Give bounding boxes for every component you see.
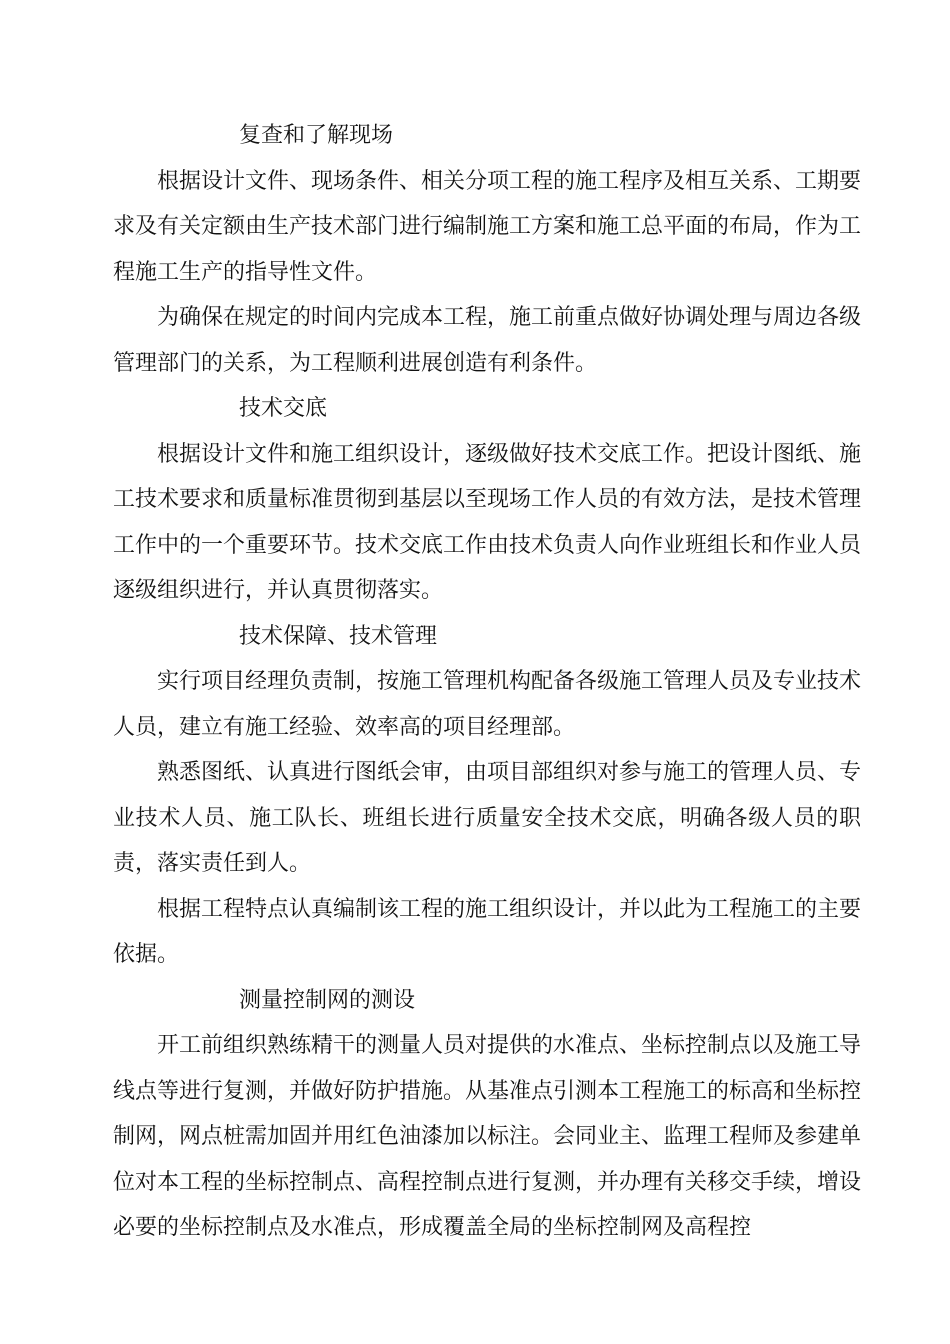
section-heading: 技术保障、技术管理: [239, 623, 438, 649]
paragraph: 根据工程特点认真编制该工程的施工组织设计，并以此为工程施工的主要依据。: [113, 896, 862, 967]
paragraph: 开工前组织熟练精干的测量人员对提供的水准点、坐标控制点以及施工导线点等进行复测，并做好防护措施。从基准点引测本工程施工的标高和坐标控制网，网点桩需加固并用红色油漆加以标注。会同业主、监理工程师及参建单位对本工程的坐标控制点、高程控制点进行复测，并办理有关移交手续，增设必要的坐标控制点及水准点，形成覆盖全局的坐标控制网及高程控: [113, 1033, 862, 1240]
paragraph: 根据设计文件和施工组织设计，逐级做好技术交底工作。把设计图纸、施工技术要求和质量标准贯彻到基层以至现场工作人员的有效方法，是技术管理工作中的一个重要环节。技术交底工作由技术负责人向作业班组长和作业人员逐级组织进行，并认真贯彻落实。: [113, 441, 862, 603]
section-heading: 测量控制网的测设: [239, 987, 416, 1013]
paragraph: 实行项目经理负责制，按施工管理机构配备各级施工管理人员及专业技术人员，建立有施工经验、效率高的项目经理部。: [113, 669, 862, 740]
document-body: [113, 113, 861, 1251]
section-heading: 复查和了解现场: [239, 123, 394, 148]
paragraph: 为确保在规定的时间内完成本工程，施工前重点做好协调处理与周边各级管理部门的关系，为工程顺利进展创造有利条件。: [113, 305, 862, 376]
section-heading: 技术交底: [239, 396, 328, 421]
paragraph: 根据设计文件、现场条件、相关分项工程的施工程序及相互关系、工期要求及有关定额由生产技术部门进行编制施工方案和施工总平面的布局，作为工程施工生产的指导性文件。: [113, 168, 862, 285]
paragraph: 熟悉图纸、认真进行图纸会审，由项目部组织对参与施工的管理人员、专业技术人员、施工队长、班组长进行质量安全技术交底，明确各级人员的职责，落实责任到人。: [113, 760, 862, 876]
